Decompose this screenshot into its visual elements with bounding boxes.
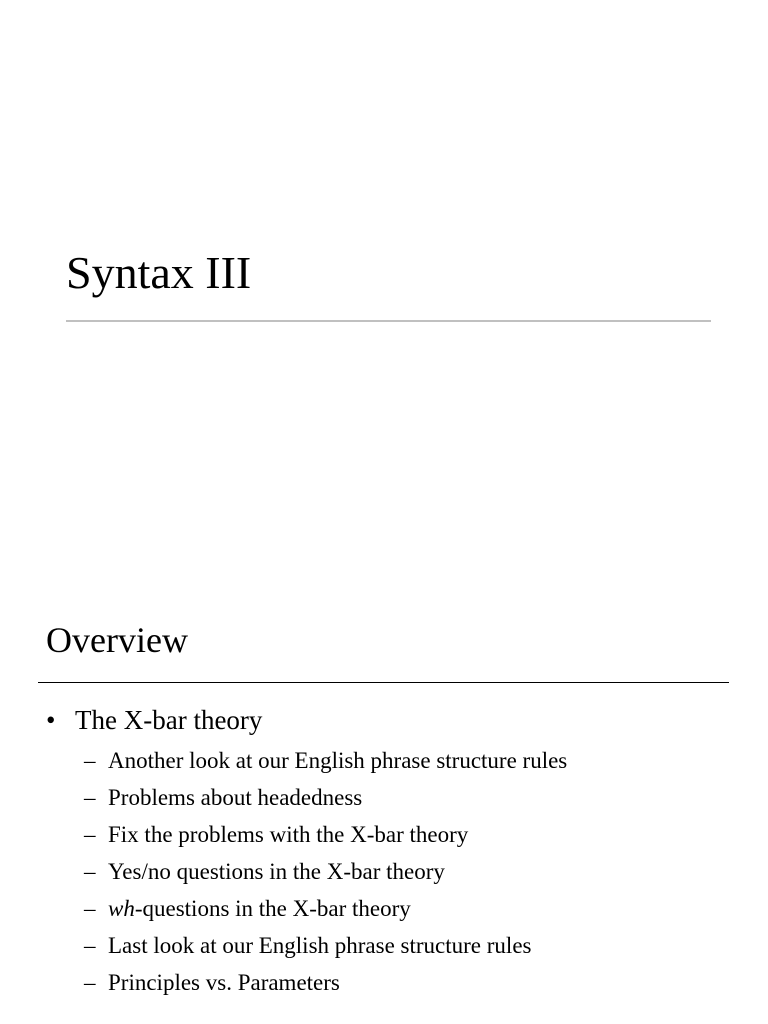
dash-marker: – (84, 785, 96, 810)
main-bullet-text: The X-bar theory (75, 705, 263, 735)
sub-bullet-text: Last look at our English phrase structure rules (108, 933, 532, 958)
sub-bullet-text: Another look at our English phrase structure rules (108, 748, 568, 773)
sub-bullet-item (84, 785, 567, 822)
slide-title: Syntax III (66, 247, 252, 298)
main-bullet (46, 707, 262, 734)
sub-bullet-item (84, 970, 567, 1007)
sub-bullet-item (84, 822, 567, 859)
sub-bullet-text: Fix the problems with the X-bar theory (108, 822, 469, 847)
overview-heading: Overview (46, 620, 188, 660)
sub-bullet-text: Problems about headedness (108, 785, 363, 810)
title-divider (66, 320, 711, 322)
dash-marker: – (84, 748, 96, 773)
dash-marker: – (84, 896, 96, 921)
dash-marker: – (84, 933, 96, 958)
sub-bullet-list (84, 748, 567, 1007)
sub-bullet-text: Principles vs. Parameters (108, 970, 340, 995)
overview-slide (0, 576, 768, 1024)
sub-bullet-text: -questions in the X-bar theory (134, 896, 411, 921)
sub-bullet-item (84, 933, 567, 970)
bullet-marker: • (46, 705, 56, 735)
dash-marker: – (84, 970, 96, 995)
sub-bullet-item (84, 748, 567, 785)
dash-marker: – (84, 859, 96, 884)
sub-bullet-item (84, 896, 567, 933)
sub-bullet-item (84, 859, 567, 896)
overview-divider (38, 682, 729, 683)
sub-bullet-italic-prefix: wh (108, 896, 135, 921)
sub-bullet-text: Yes/no questions in the X-bar theory (108, 859, 445, 884)
dash-marker: – (84, 822, 96, 847)
